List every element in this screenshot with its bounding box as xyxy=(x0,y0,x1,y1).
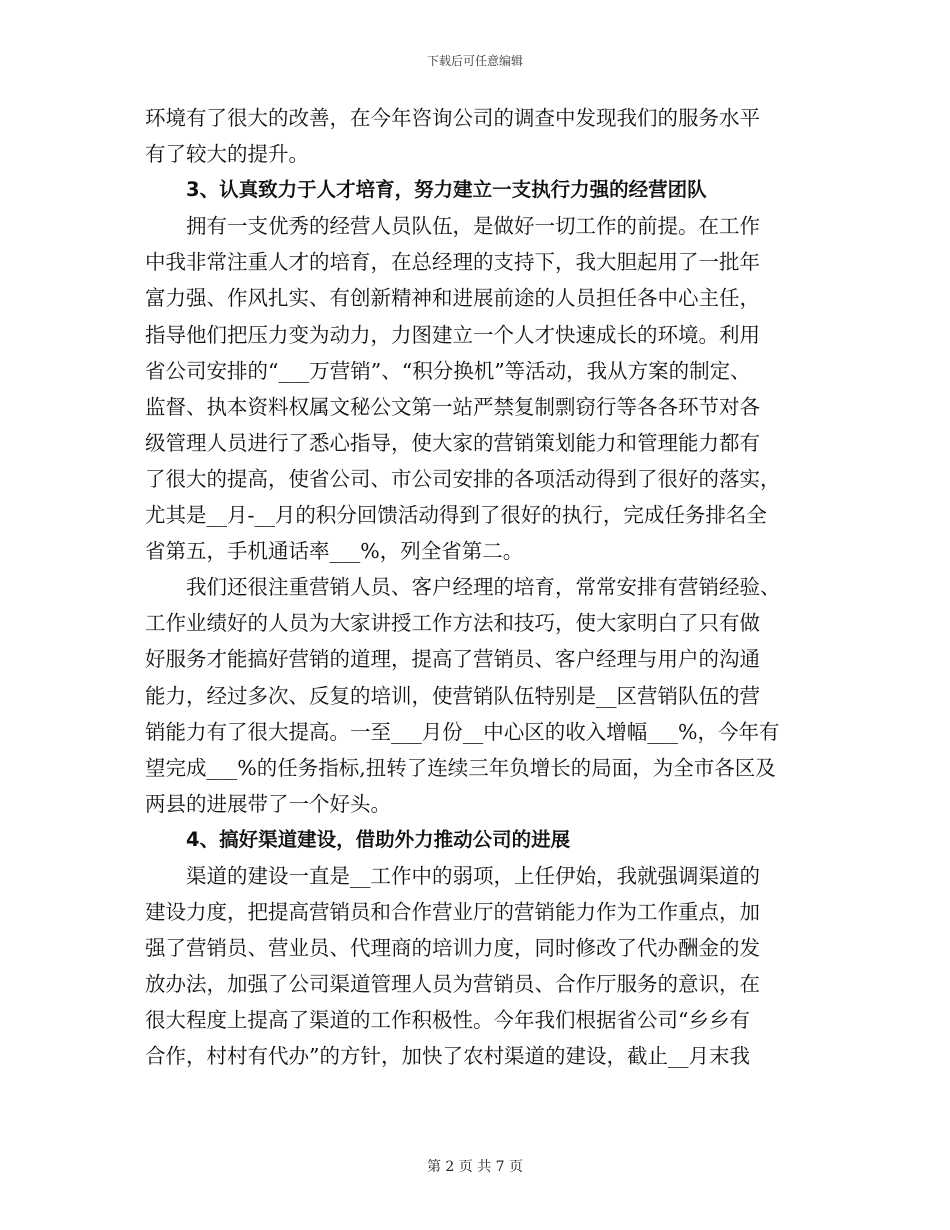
body-line: 富力强、作风扎实、有创新精神和进展前途的人员担任各中心主任， xyxy=(145,286,760,311)
body-line: 建设力度，把提高营销员和合作营业厅的营销能力作为工作重点，加 xyxy=(145,900,760,925)
body-line: 省第五，手机通话率___%，列全省第二。 xyxy=(145,539,524,564)
body-line: 尤其是__月-__月的积分回馈活动得到了很好的执行，完成任务排名全 xyxy=(145,503,767,528)
body-line: 省公司安排的“___万营销”、“积分换机”等活动，我从方案的制定、 xyxy=(145,358,751,383)
body-line: 强了营销员、营业员、代理商的培训力度，同时修改了代办酬金的发 xyxy=(145,936,760,961)
paragraph-first-line: 渠道的建设一直是__工作中的弱项，上任伊始，我就强调渠道的 xyxy=(186,863,760,888)
paragraph-first-line: 拥有一支优秀的经营人员队伍，是做好一切工作的前提。在工作 xyxy=(186,214,760,239)
body-line: 工作业绩好的人员为大家讲授工作方法和技巧，使大家明白了只有做 xyxy=(145,611,760,636)
body-line: 监督、执本资料权属文秘公文第一站严禁复制剽窃行等各各环节对各 xyxy=(145,394,760,419)
section-heading: 3、认真致力于人才培育，努力建立一支执行力强的经营团队 xyxy=(186,178,707,202)
paragraph-first-line: 我们还很注重营销人员、客户经理的培育，常常安排有营销经验、 xyxy=(186,575,781,600)
body-line: 能力，经过多次、反复的培训，使营销队伍特别是__区营销队伍的营 xyxy=(145,683,760,708)
section-heading: 4、搞好渠道建设，借助外力推动公司的进展 xyxy=(186,827,571,851)
document-body xyxy=(145,100,805,1075)
body-line: 了很大的提高，使省公司、市公司安排的各项活动得到了很好的落实， xyxy=(145,466,781,491)
body-line: 销能力有了很大提高。一至___月份__中心区的收入增幅___%，今年有 xyxy=(145,719,780,744)
body-line: 放办法，加强了公司渠道管理人员为营销员、合作厅服务的意识，在 xyxy=(145,972,760,997)
body-line: 中我非常注重人才的培育，在总经理的支持下，我大胆起用了一批年 xyxy=(145,250,760,275)
body-line: 级管理人员进行了悉心指导，使大家的营销策划能力和管理能力都有 xyxy=(145,430,760,455)
body-line: 有了较大的提升。 xyxy=(145,142,309,167)
page-footer: 第 2 页 共 7 页 xyxy=(426,1159,524,1175)
body-line: 两县的进展带了一个好头。 xyxy=(145,791,391,816)
body-line: 很大程度上提高了渠道的工作积极性。今年我们根据省公司“乡乡有 xyxy=(145,1008,750,1033)
body-line: 望完成___%的任务指标,扭转了连续三年负增长的局面，为全市各区及 xyxy=(145,755,776,780)
body-line: 指导他们把压力变为动力，力图建立一个人才快速成长的环境。利用 xyxy=(145,322,760,347)
body-line: 合作，村村有代办”的方针，加快了农村渠道的建设，截止__月末我 xyxy=(145,1044,750,1069)
body-line: 环境有了很大的改善，在今年咨询公司的调查中发现我们的服务水平 xyxy=(145,106,760,130)
page-header: 下载后可任意编辑 xyxy=(426,54,523,68)
body-line: 好服务才能搞好营销的道理，提高了营销员、客户经理与用户的沟通 xyxy=(145,647,760,672)
